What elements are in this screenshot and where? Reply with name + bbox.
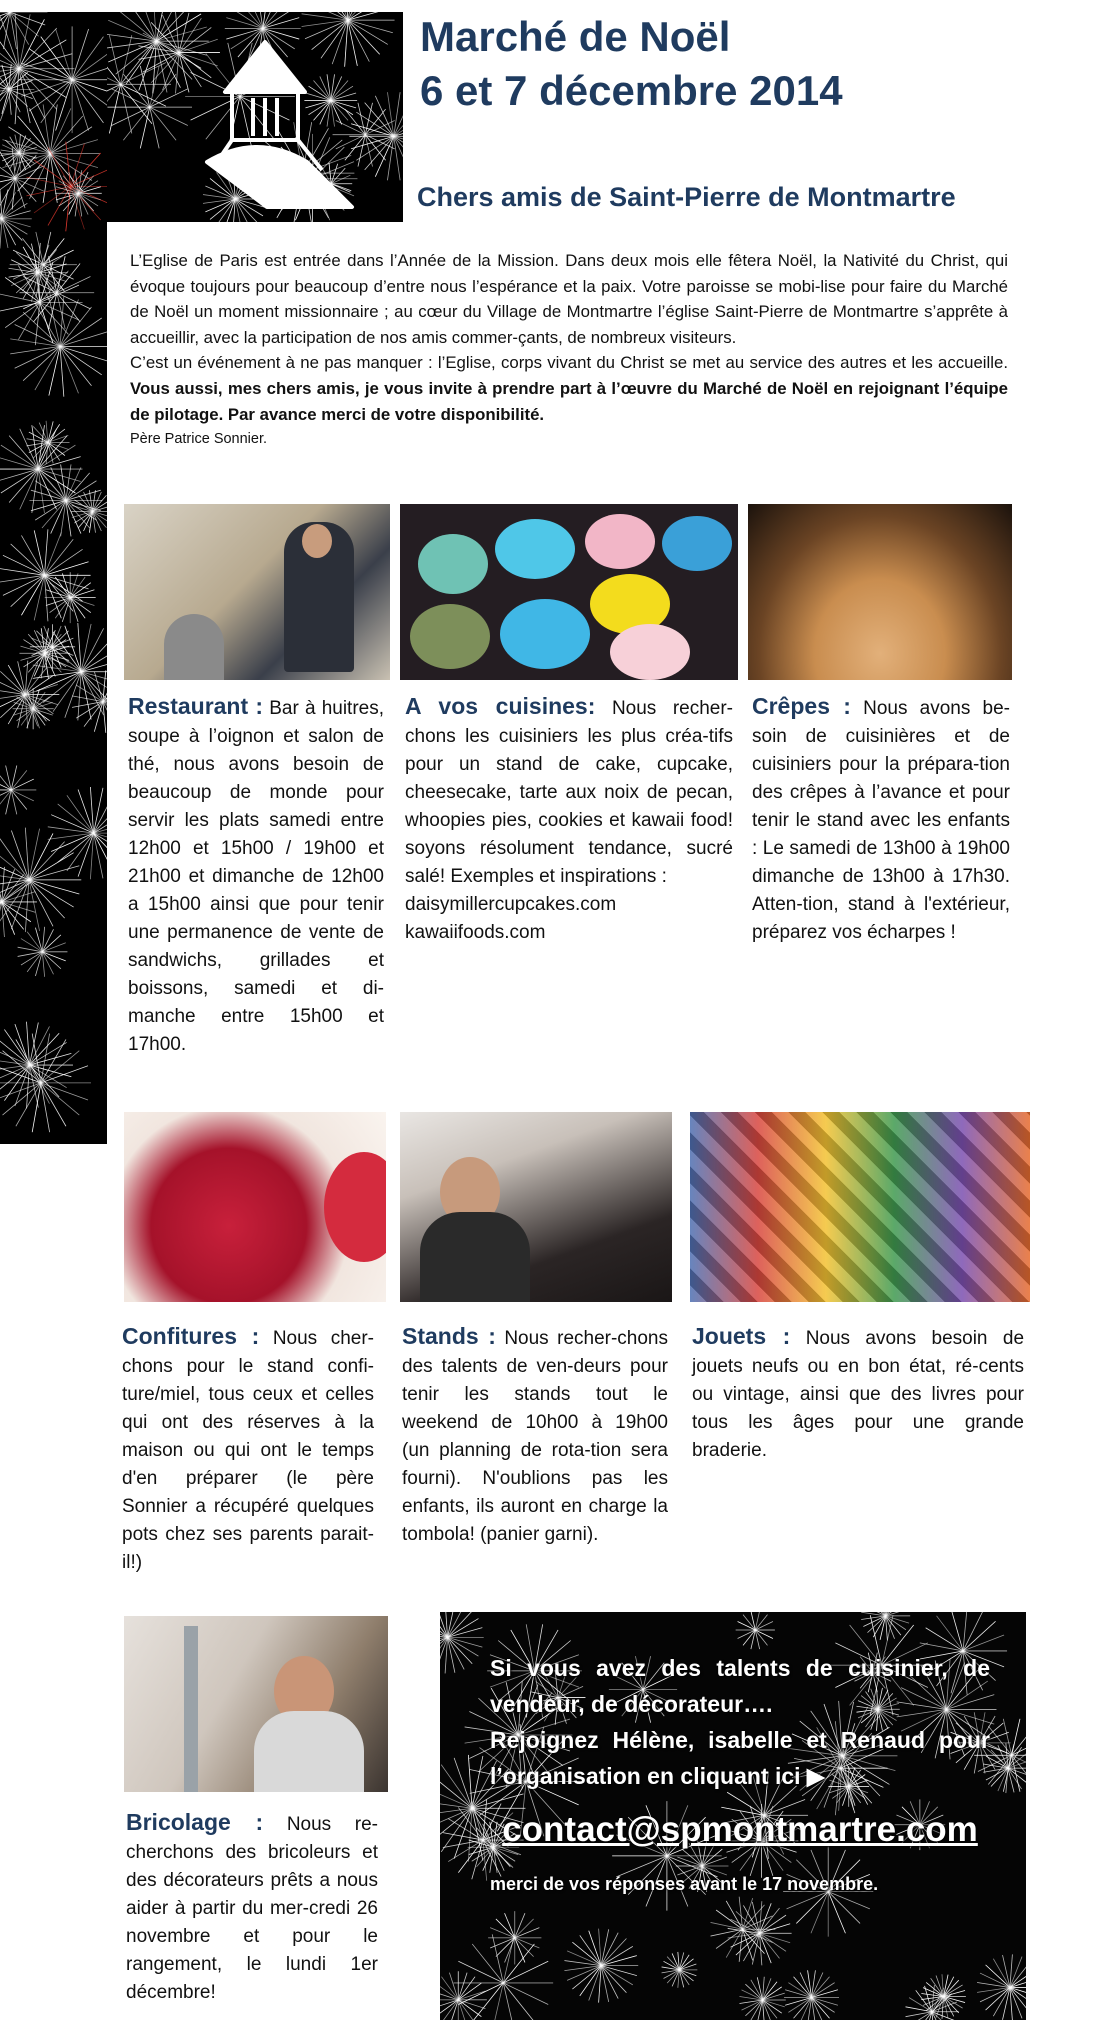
page-title	[420, 10, 843, 118]
cupcakes-photo	[400, 504, 738, 680]
fireworks-band	[0, 12, 107, 1144]
card-text-restaurant: Bar à huitres, soupe à l’oignon et salon de thé, nous avons besoin de beaucoup de monde pour servir les plats samedi entre 12h00 et 15h00 / 19h00 et 21h00 et dimanche de 12h00 a 15h00 ainsi que pour tenir une permanence de vente de sandwichs, grillades et boissons, samedi et di-manche entre 15h00 et 17h00.	[128, 698, 385, 1055]
title-line-1: Marché de Noël	[420, 13, 731, 60]
card-text-cuisines: Nous recher-chons les cuisiniers les plus créa-tifs pour un stand de cake, cupcake, cheesecake, tarte aux noix de pecan, whoopies pies, cookies et kawaii food! soyons résolument tendance, sucré salé! Exemples et inspirations :	[405, 698, 734, 887]
firework-burst	[906, 1985, 959, 2020]
firework-burst	[564, 1929, 638, 2003]
firework-burst	[739, 1977, 785, 2020]
promo-text	[490, 1650, 990, 1794]
bricolage-photo	[124, 1616, 388, 1792]
firework-burst	[0, 1022, 73, 1109]
card-text-stands: Nous recher-chons des talents de ven-deurs pour tenir les stands tout le weekend de 10h00 à 19h00 (un planning de rota-tion sera fourni). N'oublions pas les enfants, ils auront en charge la tombola! (panier garni).	[402, 1328, 668, 1545]
contact-email-link[interactable]: contact@spmontmartre.com	[502, 1810, 978, 1849]
card-title-stands: Stands :	[402, 1323, 496, 1349]
card-restaurant	[128, 692, 384, 1059]
card-jouets	[692, 1322, 1024, 1465]
jouets-photo	[690, 1112, 1030, 1302]
card-confitures	[122, 1322, 374, 1577]
firework-burst	[26, 142, 107, 232]
card-title-restaurant: Restaurant :	[128, 693, 264, 719]
promo-deadline-note: merci de vos réponses avant le 17 novembre.	[490, 1874, 879, 1894]
church-bell-tower-icon	[107, 12, 403, 222]
card-text-confitures: Nous cher-chons pour le stand confi-ture/miel, tous ceux et celles qui ont des réserves à la maison ou qui ont le temps d'en préparer (le père Sonnier a récupéré quelques pots chez ses parents parait-il!)	[122, 1328, 374, 1573]
intro-bold-text: Vous aussi, mes chers amis, je vous invite à prendre part à l’œuvre du Marché de Noël en rejoignant l’équipe de pilotage. Par avance merci de votre disponibilité.	[130, 378, 1008, 424]
firework-burst	[662, 1952, 698, 1988]
intro-paragraph-1: L’Eglise de Paris est entrée dans l’Année de la Mission. Dans deux mois elle fêtera Noël, la Nativité du Christ, qui évoque toujours pour beaucoup d’entre nous l’espérance et la paix. Votre paroisse se mobi-lise pour faire du Marché de Noël un moment missionnaire ; au cœur du Village de Montmartre l’église Saint-Pierre de Montmartre s’apprête à accueillir, avec la participation de nos amis commer-çants, de nombreux visiteurs.	[130, 251, 1008, 347]
card-crepes	[752, 692, 1010, 947]
firework-burst	[71, 490, 107, 532]
title-line-2: 6 et 7 décembre 2014	[420, 67, 843, 114]
restaurant-photo	[124, 504, 390, 680]
firework-burst	[72, 670, 107, 732]
promo-line-1: Si vous avez des talents de cuisinier, de vendeur, de décorateur….	[490, 1655, 990, 1717]
card-title-confitures: Confitures :	[122, 1323, 260, 1349]
intro-paragraph-2	[130, 350, 1008, 427]
firework-burst	[18, 927, 68, 977]
signature: Père Patrice Sonnier.	[130, 431, 268, 448]
card-stands	[402, 1322, 668, 1549]
link-daisymillercupcakes[interactable]: daisymillercupcakes.com	[405, 894, 617, 915]
firework-burst	[736, 1612, 775, 1649]
firework-burst	[45, 572, 96, 623]
promo-box	[440, 1612, 1026, 2020]
card-title-crepes: Crêpes :	[752, 693, 851, 719]
fireworks-pattern	[0, 12, 107, 1144]
intro-letter	[130, 248, 1008, 453]
card-text-crepes: Nous avons be-soin de cuisinières et de cuisiniers pour la prépara-tion des crêpes à l’avance et pour tenir le stand avec les enfants : Le samedi de 13h00 à 19h00 dimanche de 13h00 à 17h30. Atten-tion, stand à l'extérieur, préparez vos écharpes !	[752, 698, 1010, 943]
card-title-jouets: Jouets :	[692, 1323, 791, 1349]
card-title-cuisines: A vos cuisines:	[405, 693, 596, 719]
firework-burst	[784, 1970, 839, 2020]
firework-burst	[0, 189, 32, 248]
firework-burst	[19, 26, 107, 133]
link-kawaiifoods[interactable]: kawaiifoods.com	[405, 922, 546, 943]
card-bricolage	[126, 1808, 378, 2007]
intro-plain-text: C’est un événement à ne pas manquer : l’Eglise, corps vivant du Christ se met au service des autres et les accueille.	[130, 353, 1008, 373]
card-cuisines	[405, 692, 733, 947]
card-text-bricolage: Nous re-cherchons des bricoleurs et des décorateurs prêts a nous aider à partir du mer-credi 26 novembre et pour le rangement, le lundi 1er décembre!	[126, 1814, 378, 2003]
firework-burst	[440, 1612, 484, 1673]
firework-burst	[861, 1612, 910, 1640]
page-subtitle: Chers amis de Saint-Pierre de Montmartre	[417, 182, 956, 212]
crepes-photo	[748, 504, 1012, 680]
card-title-bricolage: Bricolage :	[126, 1809, 264, 1835]
firework-burst	[48, 787, 107, 879]
logo-box	[107, 12, 403, 222]
firework-burst	[488, 1911, 541, 1964]
promo-line-2[interactable]: Rejoignez Hélène, isabelle et Renaud pour l’organisation en cliquant ici ▶	[490, 1727, 990, 1789]
confitures-photo	[124, 1112, 386, 1302]
firework-burst	[977, 1954, 1026, 2020]
stands-photo	[400, 1112, 672, 1302]
firework-burst	[0, 766, 36, 815]
card-text-jouets: Nous avons besoin de jouets neufs ou en bon état, ré-cents ou vintage, ainsi que des livres pour tous les âges pour une grande braderie.	[692, 1328, 1025, 1461]
